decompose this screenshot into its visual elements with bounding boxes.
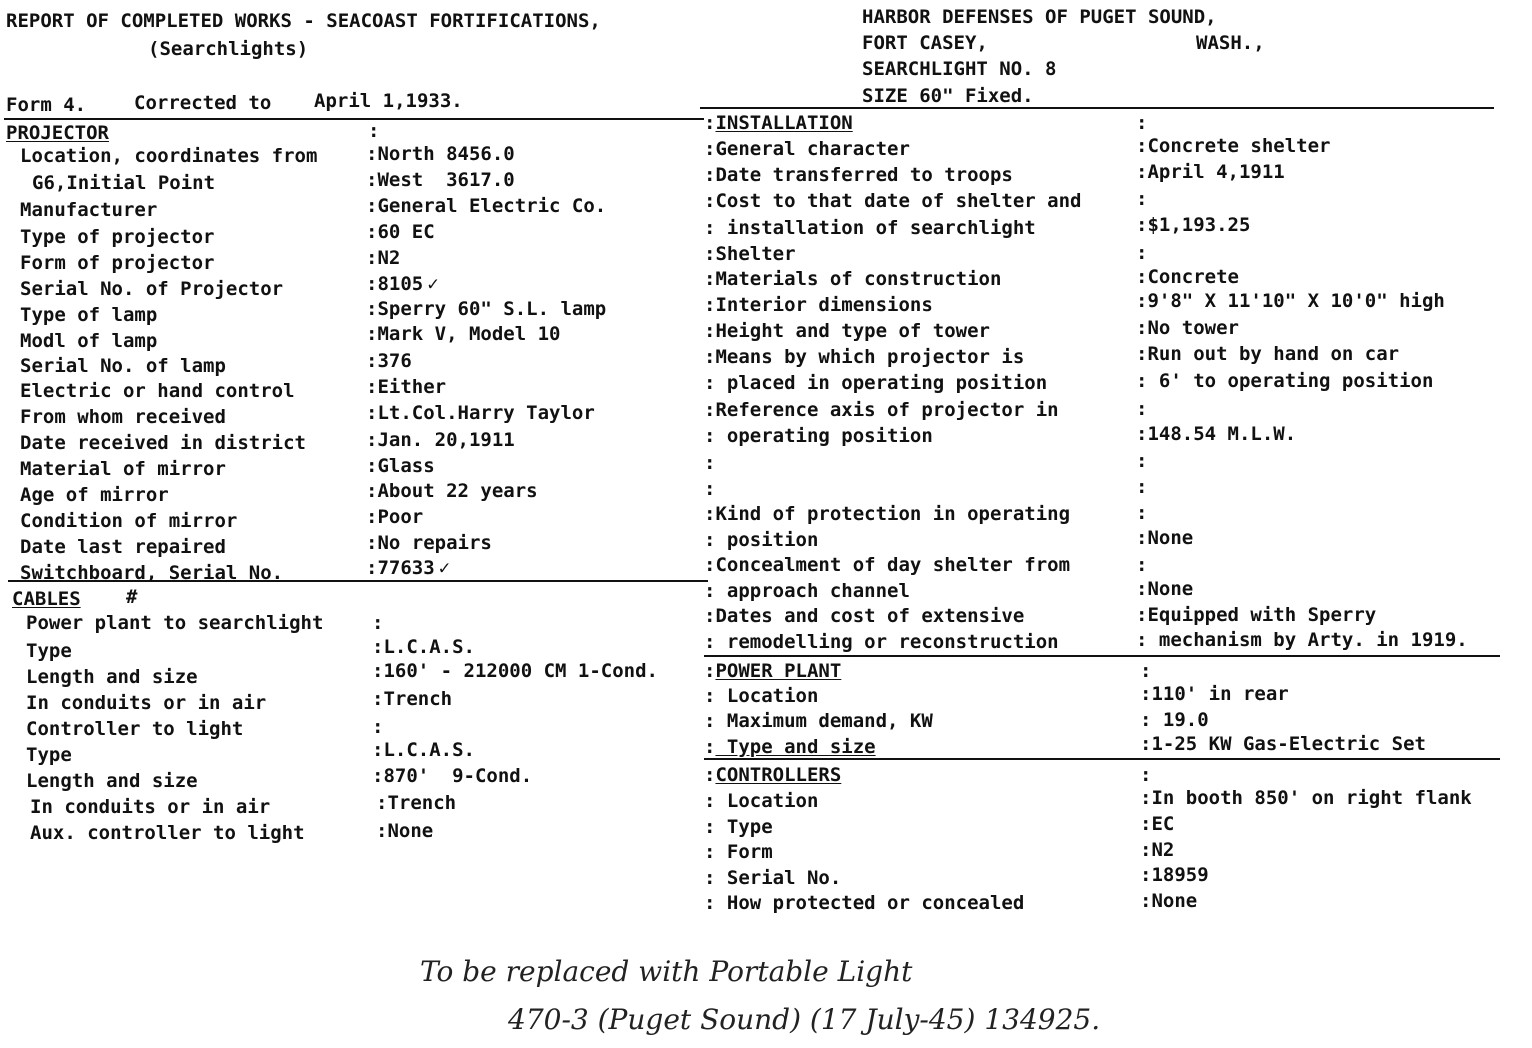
- row-label: From whom received: [20, 406, 226, 428]
- row-label: Type: [26, 744, 72, 766]
- row-value: :No repairs: [366, 532, 492, 554]
- header-rule-left: [4, 118, 704, 120]
- row-value: :Glass: [366, 455, 435, 477]
- row-label: :Date transferred to troops: [704, 164, 1013, 186]
- row-value: :160' - 212000 CM 1-Cond.: [372, 660, 658, 682]
- row-value: :: [1136, 554, 1148, 576]
- row-value: :EC: [1140, 813, 1175, 835]
- row-value: :In booth 850' on right flank: [1140, 787, 1472, 809]
- row-label: :Materials of construction: [704, 268, 1002, 290]
- row-value: :North 8456.0: [366, 143, 515, 165]
- row-label: : installation of searchlight: [704, 217, 1036, 239]
- row-value: :: [1136, 398, 1148, 420]
- row-value: :Lt.Col.Harry Taylor: [366, 402, 595, 424]
- row-value: :8105 ✓: [366, 273, 439, 295]
- row-value: :: [372, 612, 384, 634]
- row-label: : Location: [704, 790, 819, 812]
- installation-heading-row: :INSTALLATION: [704, 112, 853, 134]
- controllers-heading-row: :CONTROLLERS: [704, 764, 842, 786]
- row-label: Electric or hand control: [20, 380, 295, 402]
- row-label: Modl of lamp: [20, 330, 158, 352]
- row-value: :N2: [366, 247, 401, 269]
- row-label: : Type: [704, 816, 773, 838]
- colon: :: [368, 120, 380, 142]
- row-label: : placed in operating position: [704, 372, 1048, 394]
- row-value: :About 22 years: [366, 480, 538, 502]
- row-label: :Means by which projector is: [704, 346, 1025, 368]
- row-label: Condition of mirror: [20, 510, 238, 532]
- row-value: :Concrete: [1136, 266, 1239, 288]
- row-label: :Concealment of day shelter from: [704, 554, 1071, 576]
- row-value: :$1,193.25: [1136, 214, 1251, 236]
- row-label: :General character: [704, 138, 910, 160]
- row-label: Switchboard, Serial No.: [20, 562, 284, 584]
- row-label: : Type and size: [704, 736, 876, 758]
- row-value: :April 4,1911: [1136, 161, 1285, 183]
- row-label: :Interior dimensions: [704, 294, 933, 316]
- row-value: :None: [1136, 527, 1194, 549]
- row-label: : Location: [704, 685, 819, 707]
- power-plant-heading: POWER PLANT: [715, 660, 842, 682]
- row-value: :L.C.A.S.: [372, 739, 475, 761]
- row-label: : Form: [704, 841, 773, 863]
- row-value: :None: [1136, 578, 1194, 600]
- row-label: Date last repaired: [20, 536, 226, 558]
- projector-heading: PROJECTOR: [6, 122, 109, 144]
- row-value: :1-25 KW Gas-Electric Set: [1140, 733, 1426, 755]
- row-label: :Reference axis of projector in: [704, 399, 1059, 421]
- row-label: Manufacturer: [20, 199, 158, 221]
- row-value: :Equipped with Sperry: [1136, 604, 1377, 626]
- row-label: Form of projector: [20, 252, 215, 274]
- row-label: Location, coordinates from: [20, 145, 318, 167]
- row-value: :: [1136, 502, 1148, 524]
- row-label: :: [704, 452, 716, 474]
- row-label: Serial No. of lamp: [20, 355, 226, 377]
- row-label: : operating position: [704, 425, 933, 447]
- installation-heading: INSTALLATION: [715, 112, 853, 134]
- row-value: :Poor: [366, 506, 424, 528]
- row-label: : Serial No.: [704, 867, 842, 889]
- row-value: :870' 9-Cond.: [372, 765, 533, 787]
- row-value: :: [1136, 242, 1148, 264]
- corrected-label: Corrected to: [134, 92, 272, 114]
- row-label: Serial No. of Projector: [20, 278, 284, 300]
- row-label: Power plant to searchlight: [26, 612, 324, 634]
- row-value: :Sperry 60" S.L. lamp: [366, 298, 607, 320]
- row-value: :60 EC: [366, 221, 435, 243]
- colon: :: [1140, 764, 1152, 786]
- row-value: :Jan. 20,1911: [366, 429, 515, 451]
- row-label: : Maximum demand, KW: [704, 710, 933, 732]
- row-value: :No tower: [1136, 317, 1239, 339]
- row-label: Length and size: [26, 666, 198, 688]
- row-value: :General Electric Co.: [366, 195, 607, 217]
- row-value: : 19.0: [1140, 709, 1209, 731]
- check-mark-icon: ✓: [438, 557, 451, 579]
- form-label: Form 4.: [6, 94, 87, 116]
- row-value: :: [1136, 476, 1148, 498]
- handwritten-note: To be replaced with Portable Light: [420, 955, 913, 988]
- row-value: :Mark V, Model 10: [366, 323, 561, 345]
- row-value: : mechanism by Arty. in 1919.: [1136, 629, 1468, 651]
- controllers-heading: CONTROLLERS: [715, 764, 842, 786]
- colon: :: [1136, 112, 1148, 134]
- row-label: Type of projector: [20, 226, 215, 248]
- row-label: :Dates and cost of extensive: [704, 605, 1025, 627]
- cables-heading: CABLES: [12, 588, 81, 610]
- row-label: Age of mirror: [20, 484, 169, 506]
- row-value: :Trench: [372, 688, 453, 710]
- searchlight-size: SIZE 60" Fixed.: [862, 85, 1034, 107]
- row-value: :Either: [366, 376, 447, 398]
- row-label: :: [704, 478, 716, 500]
- row-label: In conduits or in air: [26, 692, 267, 714]
- row-value: :9'8" X 11'10" X 10'0" high: [1136, 290, 1445, 312]
- row-value: :N2: [1140, 839, 1175, 861]
- row-label: G6,Initial Point: [32, 172, 216, 194]
- row-value: :Concrete shelter: [1136, 135, 1331, 157]
- report-subtitle: (Searchlights): [148, 38, 309, 60]
- colon: :: [1140, 660, 1152, 682]
- row-label: : approach channel: [704, 580, 910, 602]
- report-title: REPORT OF COMPLETED WORKS - SEACOAST FORTIFICATIONS,: [6, 10, 601, 32]
- fort-name: FORT CASEY,: [862, 32, 988, 54]
- row-value: :Trench: [376, 792, 457, 814]
- row-label: : How protected or concealed: [704, 892, 1025, 914]
- row-label: Date received in district: [20, 432, 306, 454]
- row-value: :110' in rear: [1140, 683, 1289, 705]
- row-value: :18959: [1140, 864, 1209, 886]
- row-value: :Run out by hand on car: [1136, 343, 1400, 365]
- row-value: : 6' to operating position: [1136, 370, 1434, 392]
- controllers-rule: [704, 758, 1500, 760]
- row-label: Type: [26, 640, 72, 662]
- row-label: In conduits or in air: [30, 796, 271, 818]
- power-plant-heading-row: :POWER PLANT: [704, 660, 842, 682]
- row-value: :376: [366, 350, 412, 372]
- defense-name: HARBOR DEFENSES OF PUGET SOUND,: [862, 6, 1217, 28]
- row-label: : remodelling or reconstruction: [704, 631, 1059, 653]
- row-value: :: [1136, 450, 1148, 472]
- power-plant-rule: [704, 655, 1500, 657]
- row-label: :Shelter: [704, 243, 796, 265]
- row-value: :West 3617.0: [366, 169, 515, 191]
- row-label: Aux. controller to light: [30, 822, 305, 844]
- row-label: :Height and type of tower: [704, 320, 990, 342]
- row-label: Type of lamp: [20, 304, 158, 326]
- check-mark-icon: ✓: [427, 273, 439, 295]
- row-label: :Cost to that date of shelter and: [704, 190, 1082, 212]
- row-value: :: [1136, 188, 1148, 210]
- row-label: Length and size: [26, 770, 198, 792]
- row-label: :Kind of protection in operating: [704, 503, 1071, 525]
- row-value: :None: [1140, 890, 1198, 912]
- corrected-date: April 1,1933.: [314, 90, 463, 112]
- row-label: Material of mirror: [20, 458, 226, 480]
- row-label: Controller to light: [26, 718, 244, 740]
- row-value: :None: [376, 820, 434, 842]
- row-value: :: [372, 716, 384, 738]
- cables-mark: #: [126, 586, 138, 608]
- header-rule-right: [700, 107, 1494, 109]
- row-value: :77633 ✓: [366, 557, 451, 579]
- row-value: :148.54 M.L.W.: [1136, 423, 1297, 445]
- state-name: WASH.,: [1196, 32, 1265, 54]
- row-value: :L.C.A.S.: [372, 636, 475, 658]
- handwritten-reference: 470-3 (Puget Sound) (17 July-45) 134925.: [508, 1003, 1101, 1036]
- searchlight-number: SEARCHLIGHT NO. 8: [862, 58, 1057, 80]
- row-label: : position: [704, 529, 819, 551]
